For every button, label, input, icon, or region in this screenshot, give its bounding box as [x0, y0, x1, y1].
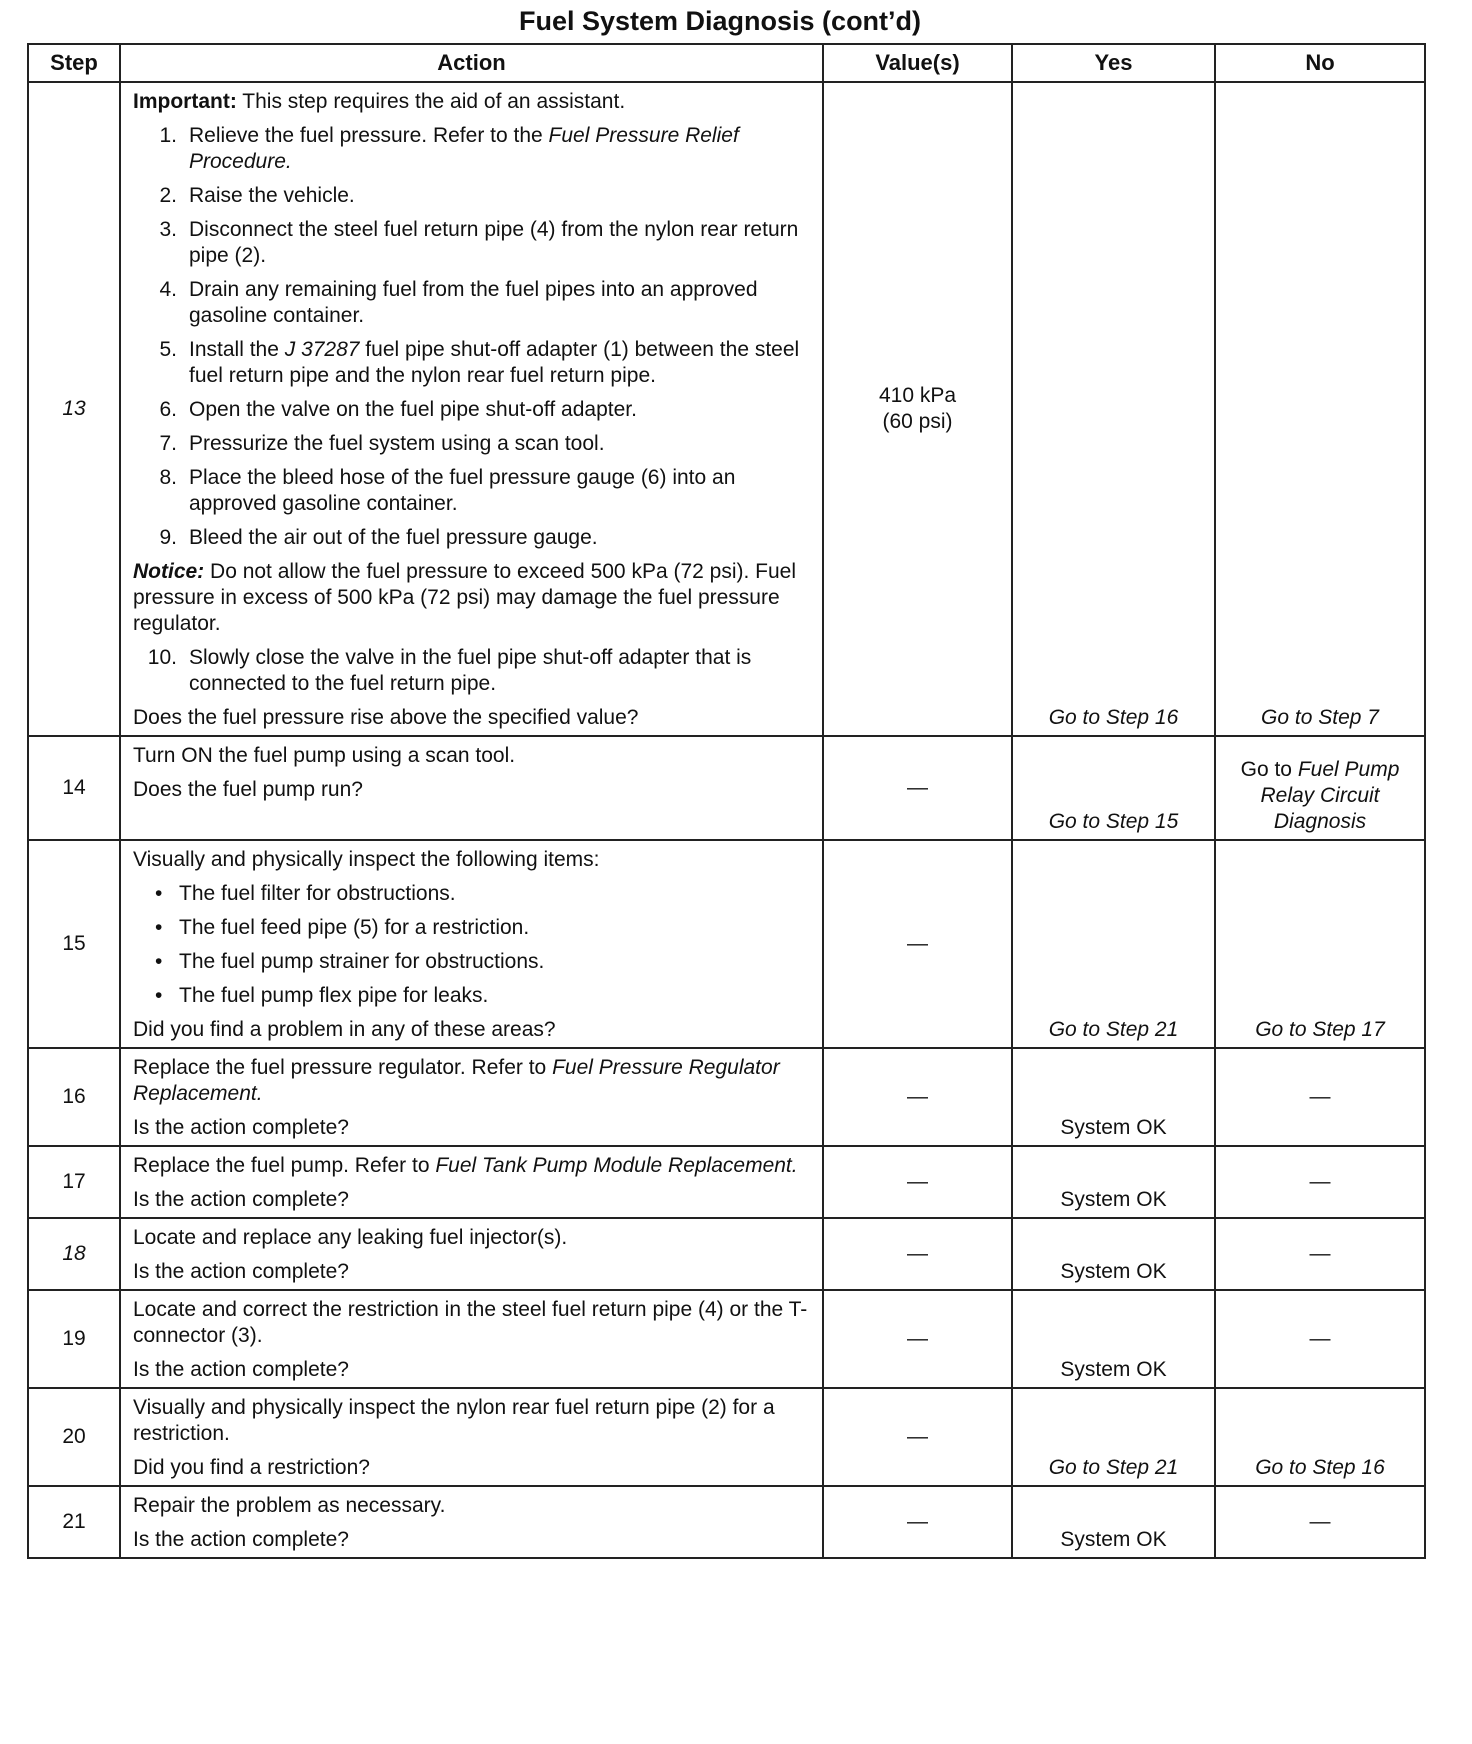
no-cell: Go to Step 16	[1215, 1388, 1425, 1486]
action-cell	[120, 840, 823, 1048]
list-item	[133, 525, 810, 551]
question: Is the action complete?	[133, 1260, 349, 1283]
yes-cell: Go to Step 16	[1012, 82, 1215, 736]
tool-reference: J 37287	[284, 338, 360, 361]
no-cell: —	[1215, 1048, 1425, 1146]
item-number: 10.	[147, 646, 177, 669]
list-item	[133, 465, 810, 517]
table-row	[28, 840, 1425, 1048]
instruction: Turn ON the fuel pump using a scan tool.	[133, 744, 516, 767]
item-text: Disconnect the steel fuel return pipe (4) from the nylon rear return pipe (2).	[189, 218, 799, 267]
list-item: • The fuel filter for obstructions.	[133, 881, 810, 907]
no-cell: —	[1215, 1486, 1425, 1558]
value-psi: (60 psi)	[882, 410, 953, 433]
action-cell	[120, 1290, 823, 1388]
important-note	[133, 89, 810, 115]
question: Is the action complete?	[133, 1358, 349, 1381]
procedure-reference: Fuel Tank Pump Module Replacement.	[435, 1154, 798, 1177]
notice-label: Notice:	[133, 560, 205, 583]
no-cell: Go to Step 7	[1215, 82, 1425, 736]
item-number: 1.	[159, 124, 177, 147]
item-reference: Fuel Pressure Relief Procedure.	[189, 124, 739, 173]
instruction	[133, 1055, 810, 1107]
list-item	[133, 645, 810, 697]
value-cell: —	[823, 1388, 1012, 1486]
value-cell: —	[823, 1218, 1012, 1290]
header-step: Step	[28, 44, 120, 82]
question: Does the fuel pump run?	[133, 778, 363, 801]
value-cell: —	[823, 1146, 1012, 1218]
item-text: Relieve the fuel pressure. Refer to the	[189, 124, 549, 147]
header-no: No	[1215, 44, 1425, 82]
item-number: 6.	[159, 398, 177, 421]
instruction: Repair the problem as necessary.	[133, 1494, 446, 1517]
question: Did you find a restriction?	[133, 1456, 370, 1479]
item-text: Open the valve on the fuel pipe shut-off adapter.	[189, 398, 637, 421]
table-row	[28, 1146, 1425, 1218]
header-values: Value(s)	[823, 44, 1012, 82]
question: Is the action complete?	[133, 1116, 349, 1139]
no-cell: —	[1215, 1290, 1425, 1388]
table-row	[28, 1290, 1425, 1388]
list-item: • The fuel feed pipe (5) for a restriction.	[133, 915, 810, 941]
instruction-text: Replace the fuel pump. Refer to	[133, 1154, 436, 1177]
question: Does the fuel pressure rise above the specified value?	[133, 706, 639, 729]
value-cell: —	[823, 1486, 1012, 1558]
step-number: 18	[28, 1218, 120, 1290]
value-kpa: 410 kPa	[878, 384, 957, 407]
header-yes: Yes	[1012, 44, 1215, 82]
item-number: 8.	[159, 466, 177, 489]
list-item: • The fuel pump strainer for obstructions.	[133, 949, 810, 975]
instruction	[133, 1153, 810, 1179]
no-cell: —	[1215, 1146, 1425, 1218]
item-number: 4.	[159, 278, 177, 301]
diagnosis-table	[27, 43, 1426, 1559]
table-row	[28, 1048, 1425, 1146]
table-row	[28, 736, 1425, 840]
item-number: 2.	[159, 184, 177, 207]
question: Did you find a problem in any of these areas?	[133, 1018, 556, 1041]
yes-cell: System OK	[1012, 1290, 1215, 1388]
item-number: 7.	[159, 432, 177, 455]
item-text: Pressurize the fuel system using a scan tool.	[189, 432, 605, 455]
yes-cell: System OK	[1012, 1486, 1215, 1558]
procedure-list	[133, 645, 810, 697]
action-cell	[120, 1218, 823, 1290]
no-cell: —	[1215, 1218, 1425, 1290]
list-item: • The fuel pump flex pipe for leaks.	[133, 983, 810, 1009]
instruction: Locate and replace any leaking fuel injector(s).	[133, 1226, 568, 1249]
no-prefix: Go to	[1240, 758, 1298, 781]
item-text: Bleed the air out of the fuel pressure gauge.	[189, 526, 598, 549]
step-number: 14	[28, 736, 120, 840]
item-number: 5.	[159, 338, 177, 361]
list-item	[133, 183, 810, 209]
question: Is the action complete?	[133, 1528, 349, 1551]
action-cell	[120, 82, 823, 736]
step-number: 20	[28, 1388, 120, 1486]
table-row	[28, 1486, 1425, 1558]
instruction-text: Replace the fuel pressure regulator. Refer to	[133, 1056, 553, 1079]
procedure-reference: Fuel Pressure Regulator Replacement.	[133, 1056, 780, 1105]
important-text: This step requires the aid of an assistant.	[236, 90, 626, 113]
action-cell	[120, 1048, 823, 1146]
step-number: 13	[28, 82, 120, 736]
yes-cell: Go to Step 15	[1012, 736, 1215, 840]
instruction: Locate and correct the restriction in the steel fuel return pipe (4) or the T-connector (3).	[133, 1298, 808, 1347]
value-cell: —	[823, 736, 1012, 840]
yes-cell: System OK	[1012, 1146, 1215, 1218]
list-item	[133, 431, 810, 457]
step-number: 19	[28, 1290, 120, 1388]
step-number: 17	[28, 1146, 120, 1218]
notice-note	[133, 559, 810, 637]
yes-cell: System OK	[1012, 1218, 1215, 1290]
value-cell: —	[823, 1290, 1012, 1388]
step-number: 16	[28, 1048, 120, 1146]
procedure-list	[133, 123, 810, 551]
no-reference: Fuel Pump Relay Circuit Diagnosis	[1260, 758, 1400, 833]
table-row	[28, 1218, 1425, 1290]
item-text: fuel pipe shut-off adapter (1) between the steel fuel return pipe and the nylon rear fuel return pipe.	[189, 338, 800, 387]
value-cell: —	[823, 1048, 1012, 1146]
inspection-list	[133, 881, 810, 1009]
item-number: 3.	[159, 218, 177, 241]
value-cell	[823, 82, 1012, 736]
item-text: Install the	[189, 338, 285, 361]
list-item	[133, 337, 810, 389]
no-cell	[1215, 736, 1425, 840]
action-cell	[120, 736, 823, 840]
no-cell: Go to Step 17	[1215, 840, 1425, 1048]
table-row	[28, 82, 1425, 736]
value-cell: —	[823, 840, 1012, 1048]
page-title: Fuel System Diagnosis (cont’d)	[518, 6, 922, 36]
yes-cell: System OK	[1012, 1048, 1215, 1146]
item-text: Slowly close the valve in the fuel pipe shut-off adapter that is connected to the fuel return pipe.	[189, 646, 752, 695]
instruction: Visually and physically inspect the following items:	[133, 848, 600, 871]
list-item	[133, 217, 810, 269]
action-cell	[120, 1388, 823, 1486]
question: Is the action complete?	[133, 1188, 349, 1211]
header-action: Action	[120, 44, 823, 82]
item-number: 9.	[159, 526, 177, 549]
item-text: Place the bleed hose of the fuel pressure gauge (6) into an approved gasoline container.	[189, 466, 736, 515]
item-text: Raise the vehicle.	[189, 184, 355, 207]
notice-text: Do not allow the fuel pressure to exceed 500 kPa (72 psi). Fuel pressure in excess of 500 kPa (72 psi) may damage the fuel pressure regulator.	[133, 560, 797, 635]
yes-cell: Go to Step 21	[1012, 840, 1215, 1048]
list-item	[133, 277, 810, 329]
list-item	[133, 397, 810, 423]
action-cell	[120, 1146, 823, 1218]
yes-cell: Go to Step 21	[1012, 1388, 1215, 1486]
table-row	[28, 1388, 1425, 1486]
list-item	[133, 123, 810, 175]
instruction: Visually and physically inspect the nylon rear fuel return pipe (2) for a restriction.	[133, 1396, 775, 1445]
important-label: Important:	[133, 90, 237, 113]
step-number: 21	[28, 1486, 120, 1558]
step-number: 15	[28, 840, 120, 1048]
header-row	[28, 44, 1425, 82]
action-cell	[120, 1486, 823, 1558]
item-text: Drain any remaining fuel from the fuel pipes into an approved gasoline container.	[189, 278, 758, 327]
